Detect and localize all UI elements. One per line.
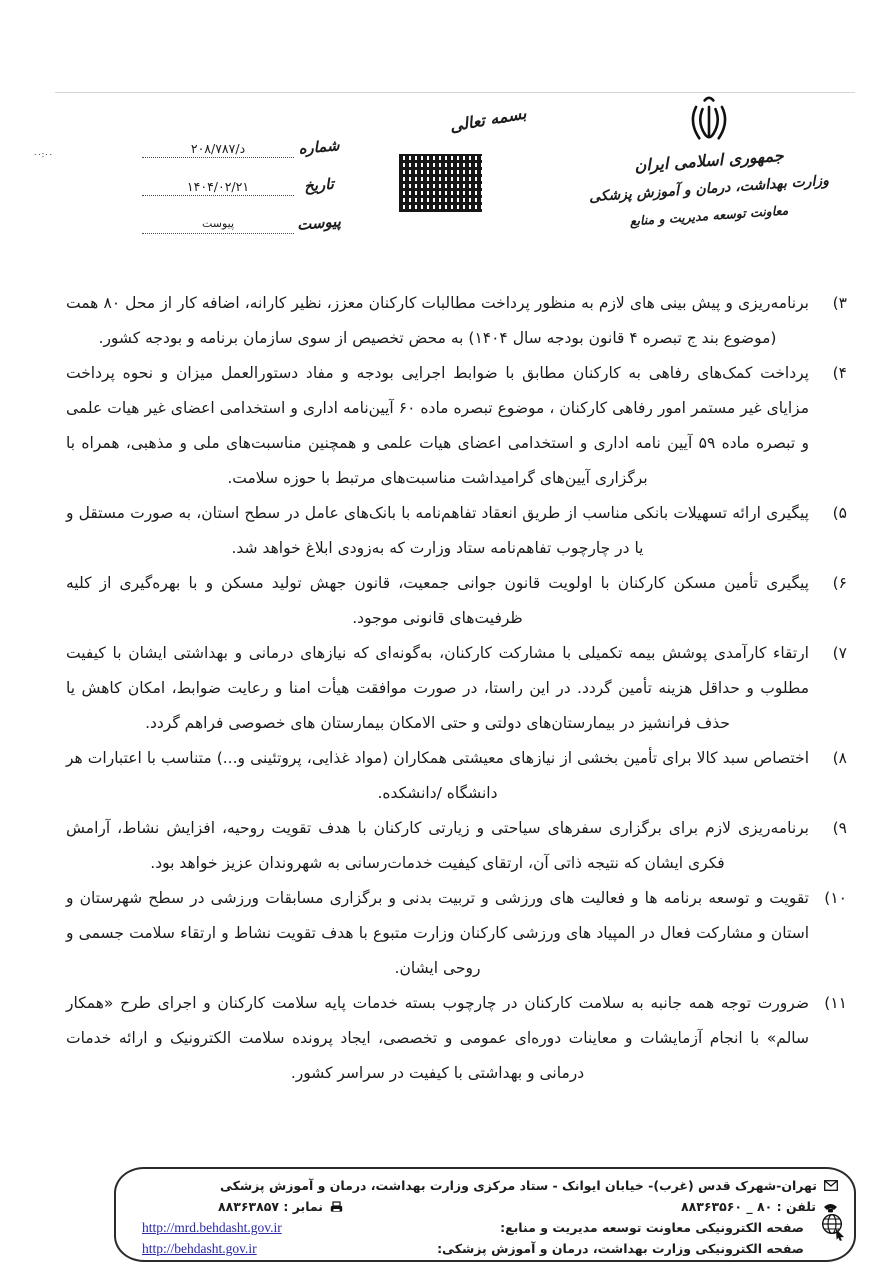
site2-label: صفحه الکترونیکی وزارت بهداشت، درمان و آموزش پزشکی: xyxy=(437,1241,804,1256)
attachment-value: پیوست xyxy=(142,217,294,234)
item-text: ضرورت توجه همه جانبه به سلامت کارکنان در چارچوب بسته خدمات پایه سلامت کارکنان و اجرای طرح «همکار سالم» با انجام آزمایشات و معاینات دوره‌ای عمومی و تخصصی، ایجاد پرونده سلامت الکترونیک و ارائه خدمات درمانی و بهداشتی با کیفیت در سراسر کشور. xyxy=(66,994,809,1082)
list-item-11 xyxy=(66,986,847,1091)
list-item-8 xyxy=(66,741,847,811)
fax-icon xyxy=(330,1201,343,1213)
site2-link[interactable]: http://behdasht.gov.ir xyxy=(142,1241,257,1256)
phone-fax-row xyxy=(130,1196,838,1217)
list-item-6 xyxy=(66,566,847,636)
date-value: ۱۴۰۴/۰۲/۲۱ xyxy=(142,179,294,196)
item-number: ۳) xyxy=(832,294,847,312)
phone-block xyxy=(681,1196,838,1217)
list-item-9 xyxy=(66,811,847,881)
fax-text: نمابر : ۸۸۳۶۳۸۵۷ xyxy=(218,1199,323,1214)
item-number: ۶) xyxy=(832,574,847,592)
org-deputy-name: معاونت توسعه مدیریت و منابع xyxy=(629,202,789,229)
org-country-name: جمهوری اسلامی ایران xyxy=(633,145,785,176)
letter-attachment-row xyxy=(142,196,344,234)
phone-icon xyxy=(823,1201,838,1213)
barcode-image xyxy=(399,154,482,212)
list-item-10 xyxy=(66,881,847,986)
letter-date-row xyxy=(142,158,344,196)
date-label: تاریخ xyxy=(303,174,335,196)
item-text: پیگیری تأمین مسکن کارکنان با اولویت قانون جوانی جمعیت، قانون جهش تولید مسکن و با بهره‌گیری از کلیه ظرفیت‌های قانونی موجود. xyxy=(66,574,809,627)
footer-contact-box xyxy=(114,1167,856,1262)
item-number: ۴) xyxy=(832,364,847,382)
list-item-5 xyxy=(66,496,847,566)
attachment-label: پیوست xyxy=(296,212,342,234)
besmele-text: بسمه تعالی xyxy=(448,103,528,136)
letter-body xyxy=(66,286,847,1091)
org-ministry-name: وزارت بهداشت، درمان و آموزش پزشکی xyxy=(588,172,830,205)
phone-text: تلفن : ۸۰ _ ۸۸۳۶۳۵۶۰ xyxy=(680,1199,816,1214)
address-text: تهران-شهرک قدس (غرب)- خیابان ایوانک - ستاد مرکزی وزارت بهداشت، درمان و آموزش پزشکی xyxy=(219,1178,817,1193)
list-item-3 xyxy=(66,286,847,356)
site2-row xyxy=(130,1238,838,1259)
item-number: ۱۰) xyxy=(824,889,847,907)
fax-block xyxy=(218,1196,343,1217)
letter-number-row xyxy=(142,120,344,158)
letter-meta-block xyxy=(142,120,344,234)
list-item-7 xyxy=(66,636,847,741)
item-number: ۱۱) xyxy=(824,994,847,1012)
item-text: ارتقاء کارآمدی پوشش بیمه تکمیلی با مشارکت کارکنان، به‌گونه‌ای که نیازهای درمانی و بهداشتی ایشان با کیفیت مطلوب و حداقل هزینه تأمین گردد. در این راستا، در صورت موافقت هیأت امنا و رعایت ضوابط، امکان کاهش یا حذف فرانشیز در بیمارستان‌های دولتی و حتی الامکان بیمارستان های خصوصی فراهم گردد. xyxy=(66,644,809,732)
item-text: پیگیری ارائه تسهیلات بانکی مناسب از طریق انعقاد تفاهم‌نامه با بانک‌های عامل در سطح استان، به صورت مستقل و یا در چارچوب تفاهم‌نامه ستاد وزارت که به‌زودی ابلاغ خواهد شد. xyxy=(66,504,809,557)
item-number: ۸) xyxy=(832,749,847,767)
item-text: پرداخت کمک‌های رفاهی به کارکنان مطابق با ضوابط اجرایی بودجه و مفاد دستورالعمل میزان و نحوه پرداخت مزایای غیر مستمر امور رفاهی کارکنان ، موضوع تبصره ماده ۶۰ آیین‌نامه اداری و استخدامی اعضای غیر هیات علمی و تبصره ماده ۵۹ آیین نامه اداری و استخدامی اعضای هیات علمی و همچنین مناسبت‌های ملی و مذهبی، همراه با برگزاری آیین‌های گرامیداشت مناسبت‌های مرتبط با حوزه سلامت. xyxy=(66,364,809,487)
address-row xyxy=(130,1175,838,1196)
item-number: ۷) xyxy=(832,644,847,662)
corner-time-mark: ۰۰:۰۰ xyxy=(33,150,53,159)
number-label: شماره xyxy=(297,136,341,158)
number-value: د/۲۰۸/۷۸۷ xyxy=(142,141,294,158)
site1-label: صفحه الکترونیکی معاونت توسعه مدیریت و منابع: xyxy=(500,1220,804,1235)
letterhead-org-block xyxy=(581,94,837,229)
globe-cursor-icon xyxy=(820,1213,846,1244)
list-item-4 xyxy=(66,356,847,496)
item-text: تقویت و توسعه برنامه ها و فعالیت های ورزشی و تربیت بدنی و برگزاری مسابقات ورزشی در سطح شهرستان و استان و مشارکت فعال در المپیاد های ورزشی کارکنان وزارت متبوع با هدف تقویت نشاط و ارتقاء سلامت جسمی و روحی ایشان. xyxy=(66,889,809,977)
item-number: ۵) xyxy=(832,504,847,522)
item-text: برنامه‌ریزی لازم برای برگزاری سفرهای سیاحتی و زیارتی کارکنان با هدف تقویت روحیه، افزایش نشاط، آرامش فکری ایشان که نتیجه ذاتی آن، ارتقای کیفیت خدمات‌رسانی به شهروندان عزیز خواهد بود. xyxy=(66,819,809,872)
iran-emblem-icon xyxy=(684,94,734,148)
item-number: ۹) xyxy=(832,819,847,837)
item-text: اختصاص سبد کالا برای تأمین بخشی از نیازهای معیشتی همکاران (مواد غذایی، پروتئینی و...) متناسب با اعتبارات هر دانشگاه /دانشکده. xyxy=(66,749,809,802)
site1-row xyxy=(130,1217,838,1238)
site1-link[interactable]: http://mrd.behdasht.gov.ir xyxy=(142,1220,282,1235)
item-text: برنامه‌ریزی و پیش بینی های لازم به منظور پرداخت مطالبات کارکنان معزز، نظیر کارانه، اضافه کار از محل ۸۰ همت (موضوع بند ج تبصره ۴ قانون بودجه سال ۱۴۰۴) به محض تخصیص از سوی سازمان برنامه و بودجه کشور. xyxy=(66,294,809,347)
scan-edge-line xyxy=(55,92,855,93)
address-icon xyxy=(824,1180,838,1191)
